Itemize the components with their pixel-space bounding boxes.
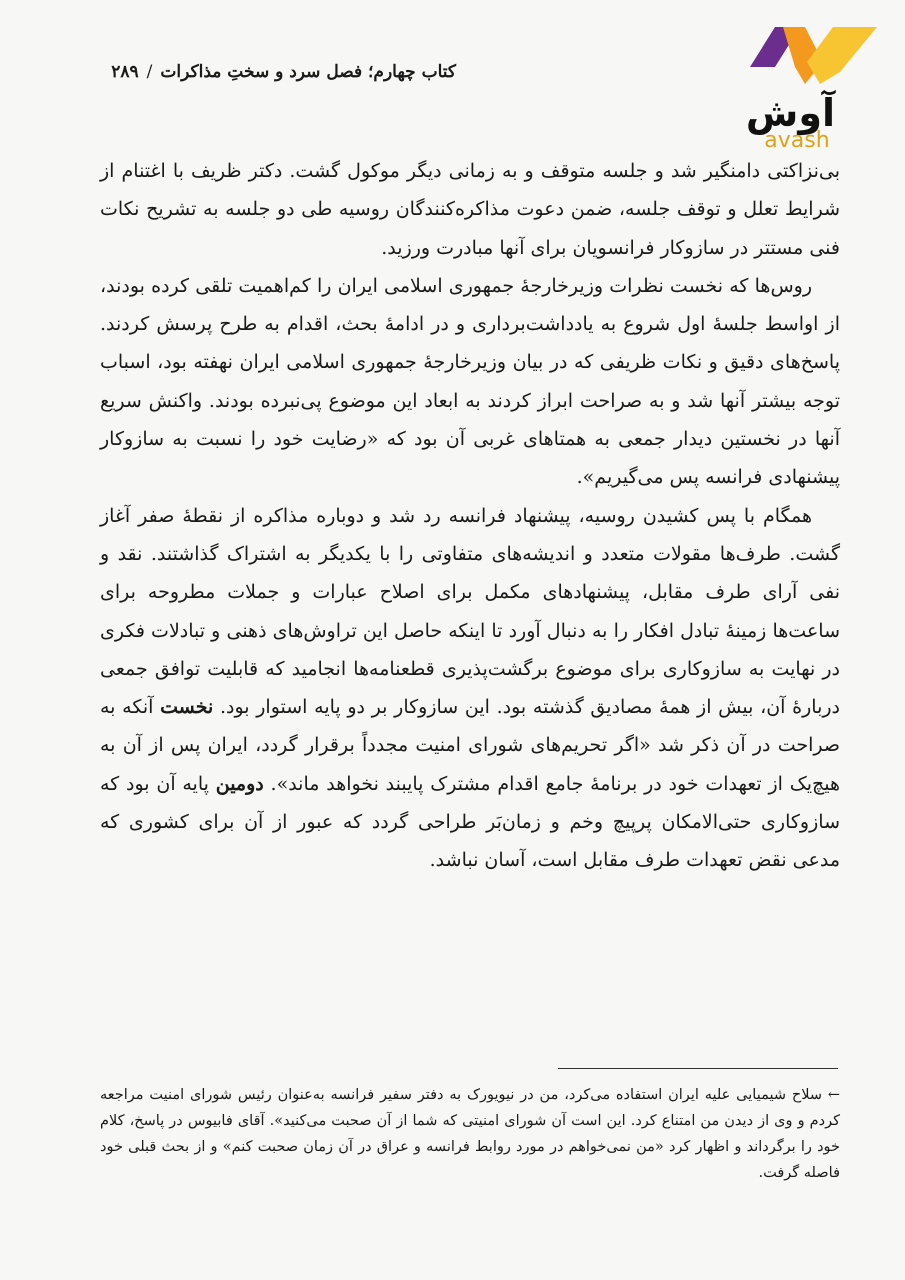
footnote-text: ← سلاح شیمیایی علیه ایران استفاده می‌کرد، من در نیویورک به دفتر سفیر فرانسه به‌عنوان رئیس شورای امنیت مراجعه کردم و وی از دیدن من امتناع کرد. این است آن شورای امنیتی که شما از آن صحبت می‌کنید». آقای فابیوس در پاسخ، کلام خود را برگرداند و اظهار کرد «من نمی‌خواهم در مورد روابط فرانسه و عراق در آن زمان صحبت کنم» و از بحث قبلی خود فاصله گرفت. — [100, 1087, 840, 1181]
paragraph-3-part-b: آنکه به صراحت در آن ذکر شد «اگر تحریم‌های شورای امنیت مجدداً برقرار گردد، ایران پس از آن به هیچ‌یک از تعهدات خود در برنامهٔ جامع اقدام مشترک پایبند نخواهد ماند». — [100, 696, 841, 795]
running-header — [96, 62, 456, 82]
avash-logo — [745, 22, 885, 153]
bold-term-first: نخست — [160, 696, 214, 719]
footnote — [100, 1082, 840, 1186]
paragraph-3 — [100, 497, 840, 880]
paragraph-2: روس‌ها که نخست نظرات وزیرخارجهٔ جمهوری اسلامی ایران را کم‌اهمیت تلقی کرده بودند، از اواسط جلسهٔ اول شروع به یادداشت‌برداری و در ادامهٔ بحث، اقدام به طرح پرسش کردند. پاسخ‌های دقیق و نکات ظریفی که در بیان وزیرخارجهٔ جمهوری اسلامی ایران نهفته بود، اسباب توجه بیشتر آنها شد و به صراحت ابراز کردند به ابعاد این موضوع پی‌نبرده بودند. واکنش سریع آنها در نخستین دیدار جمعی به همتاهای غربی آن بود که «رضایت خود را نسبت به سازوکار پیشنهادی فرانسه پس می‌گیریم». — [100, 274, 840, 489]
paragraph-3-part-c: پایه آن بود که سازوکاری حتی‌الامکان پرپیچ وخم و زمان‌بَر طراحی گردد که عبور از آن برای کشوری که مدعی نقض تعهدات طرف مقابل است، آسان نباشد. — [100, 772, 840, 872]
avash-logo-mark-icon — [745, 22, 885, 92]
footnote-divider — [558, 1068, 838, 1069]
bold-term-second: دومین — [215, 772, 264, 795]
page-number: ۲۸۹ — [111, 62, 139, 82]
header-title: کتاب چهارم؛ فصل سرد و سختِ مذاکرات — [160, 62, 456, 82]
main-text — [100, 152, 840, 880]
logo-persian-text: آوش — [745, 91, 835, 135]
logo-latin-text: avash — [764, 128, 830, 153]
header-separator: / — [146, 62, 153, 82]
paragraph-3-part-a: همگام با پس کشیدن روسیه، پیشنهاد فرانسه رد شد و دوباره مذاکره از نقطهٔ صفر آغاز گشت. طرف‌ها مقولات متعدد و اندیشه‌های متفاوتی را با یکدیگر به اشتراک گذاشتند. نقد و نفی آرای طرف مقابل، پیشنهادهای مکمل برای اصلاح عبارات و جملات مطروحه برای ساعت‌ها زمینهٔ تبادل افکار را به دنبال آورد تا اینکه حاصل این تراوش‌های ذهنی و تبادلات فکری در نهایت به سازوکاری برای موضوع برگشت‌پذیری قطعنامه‌ها انجامید که قابلیت توافق جمعی دربارهٔ آن، بیش از همهٔ مصادیق گذشته بود. این سازوکار بر دو پایه استوار بود. — [100, 504, 840, 719]
paragraph-1: بی‌نزاکتی دامنگیر شد و جلسه متوقف و به زمانی دیگر موکول گشت. دکتر ظریف با اغتنام از شرایط تعلل و توقف جلسه، ضمن دعوت مذاکره‌کنندگان روسیه طی دو جلسه به تشریح نکات فنی مستتر در سازوکار فرانسویان برای آنها مبادرت ورزید. — [100, 160, 840, 259]
